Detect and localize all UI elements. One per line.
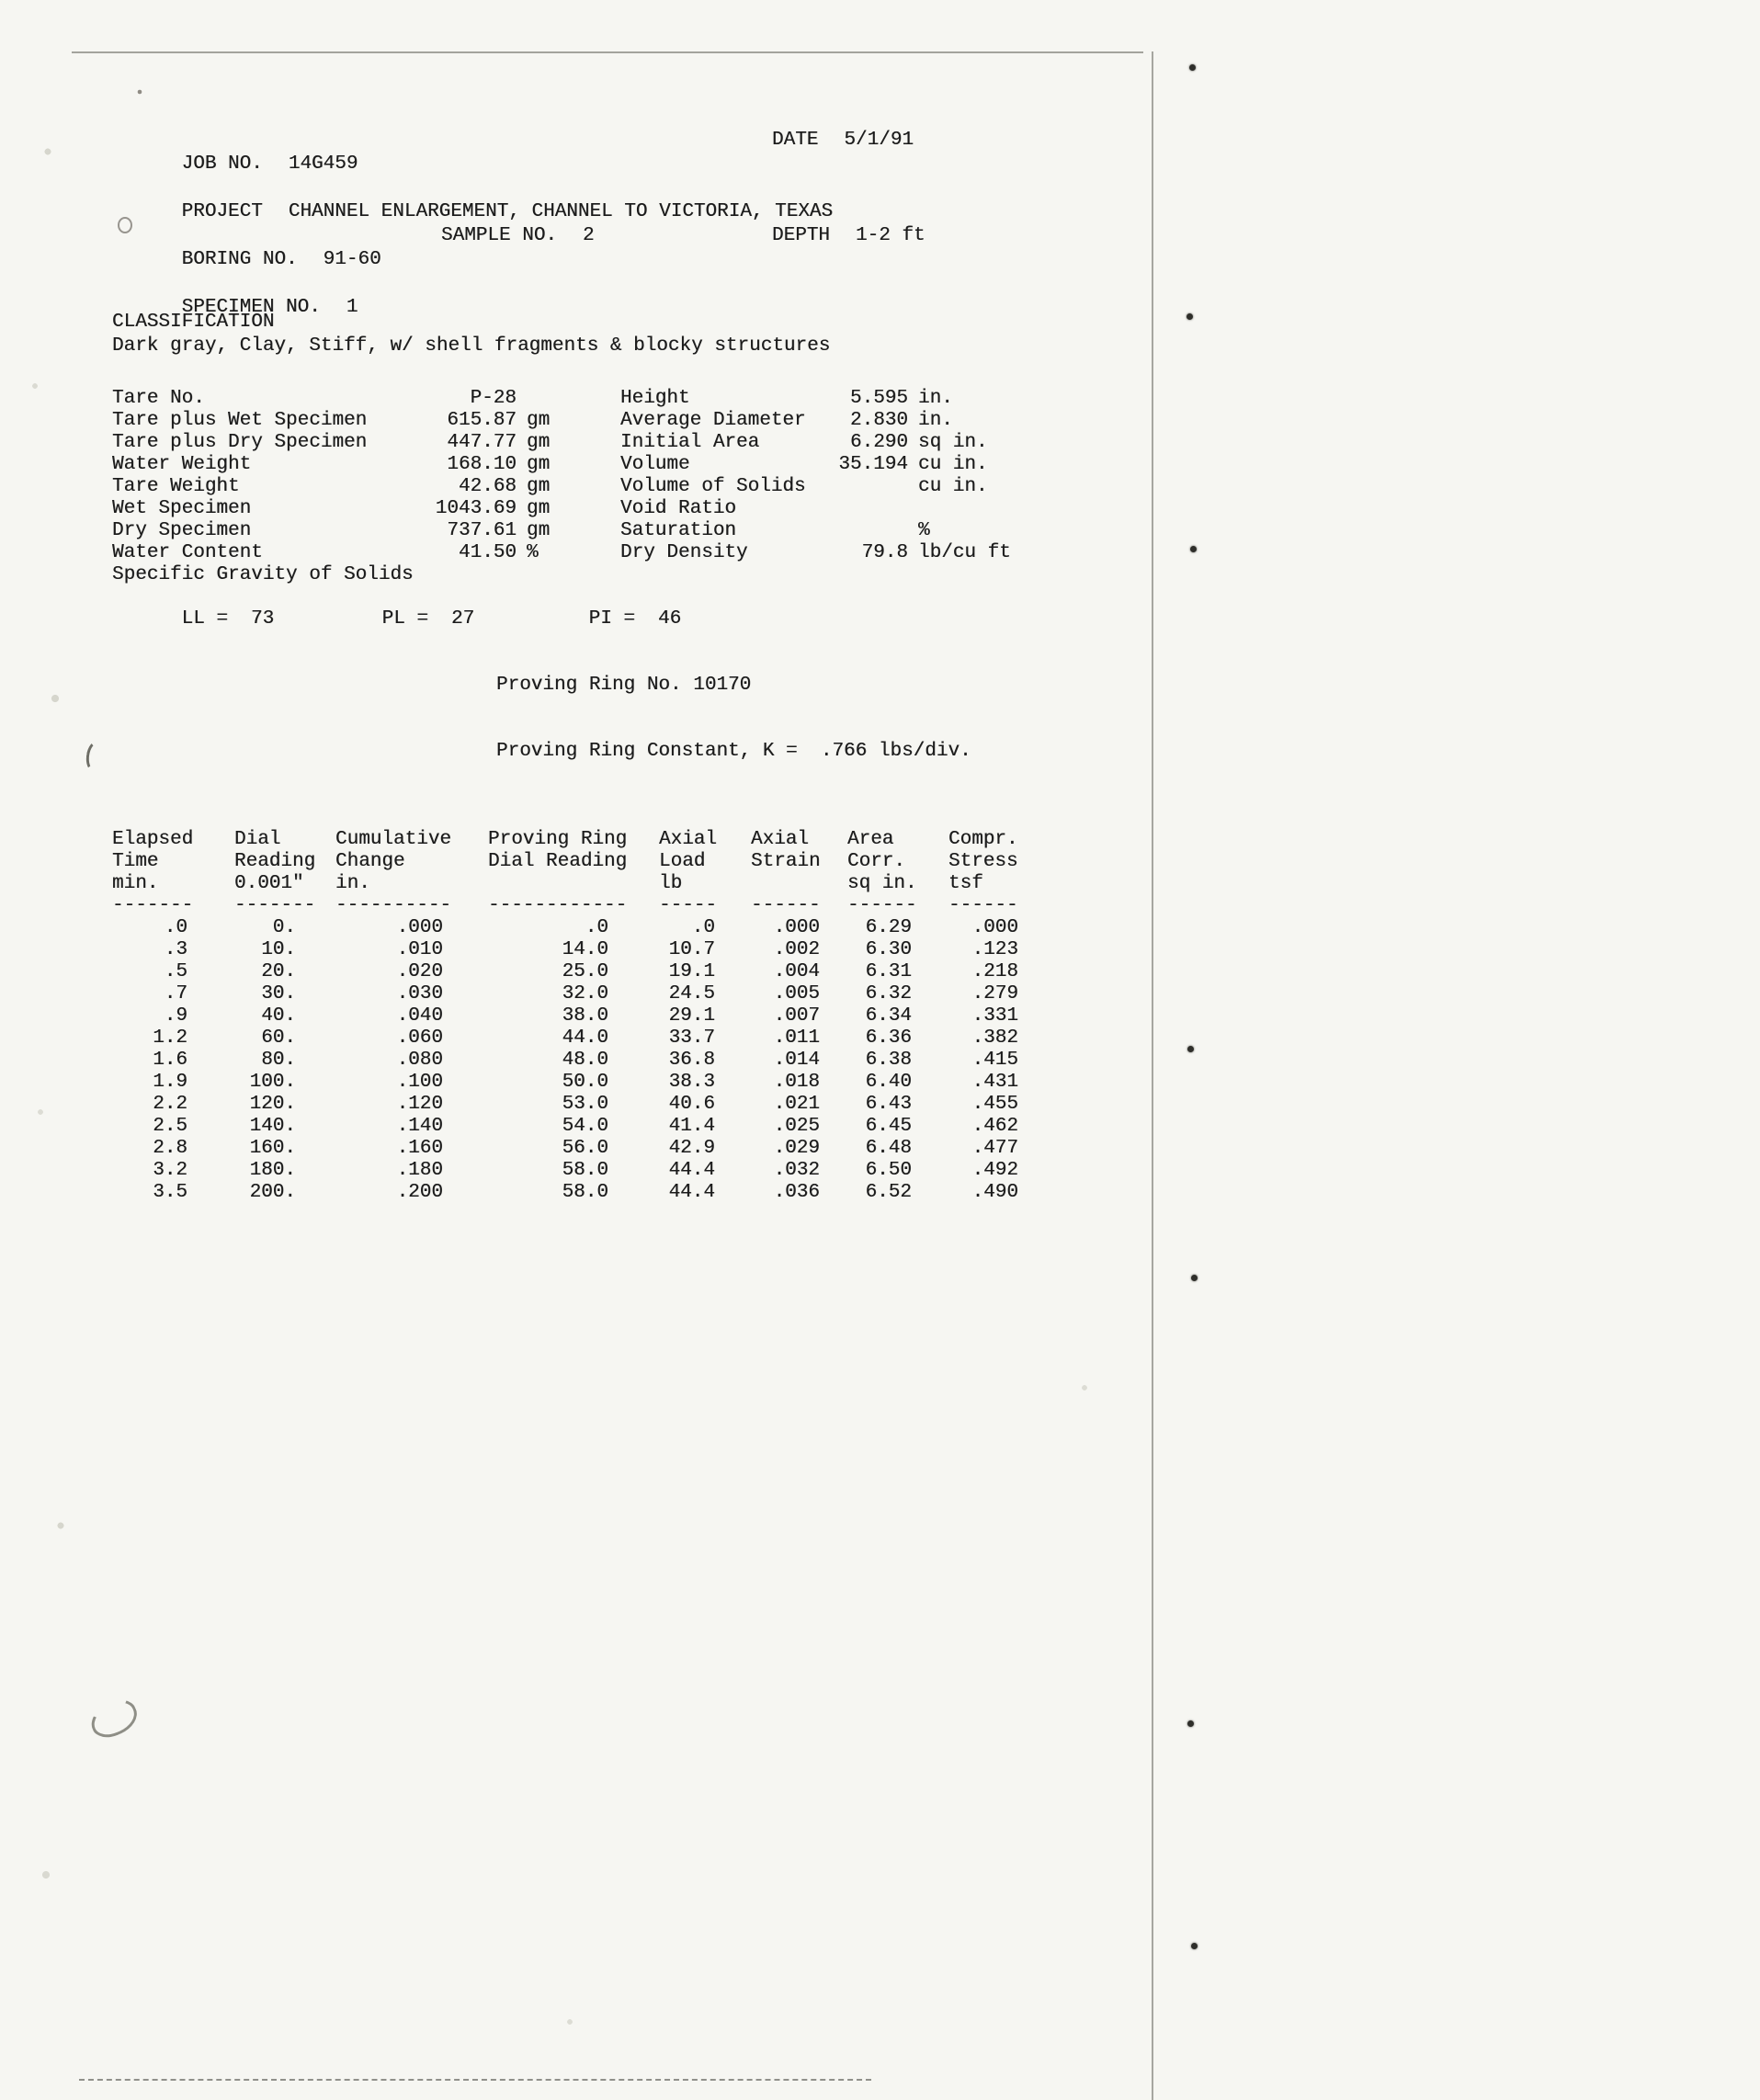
measurement-value: P-28 bbox=[470, 388, 517, 409]
measurement-unit: gm bbox=[527, 498, 551, 519]
cell-proving-ring-dial: 58.0 bbox=[562, 1160, 608, 1181]
measurement-unit: in. bbox=[918, 410, 953, 431]
pl-group bbox=[382, 608, 589, 630]
boring-no-value: 91-60 bbox=[323, 249, 381, 270]
header-dash: ---------- bbox=[335, 895, 452, 916]
header-line3: min. bbox=[112, 873, 159, 894]
measurement-value: 5.595 bbox=[849, 388, 908, 409]
measurement-value: 42.68 bbox=[458, 476, 517, 497]
header-line1: Area bbox=[847, 829, 894, 850]
measurement-row bbox=[620, 454, 1011, 476]
pi-group bbox=[589, 608, 682, 630]
cell-proving-ring-dial: 25.0 bbox=[562, 961, 608, 982]
measurement-row bbox=[620, 498, 1011, 520]
cell-compr-stress: .382 bbox=[971, 1027, 1018, 1049]
measurement-label: Volume bbox=[620, 454, 690, 475]
depth-label: DEPTH bbox=[772, 225, 831, 246]
table-header-column bbox=[335, 829, 453, 917]
specimen-line bbox=[112, 272, 1068, 318]
boring-sample-depth-line bbox=[112, 224, 1068, 270]
cell-axial-strain: .007 bbox=[773, 1005, 820, 1027]
measurement-value: 1043.69 bbox=[435, 498, 517, 519]
ll-label: LL = bbox=[181, 608, 229, 630]
header-dash: ------ bbox=[751, 895, 821, 916]
cell-compr-stress: .477 bbox=[971, 1138, 1018, 1159]
cell-elapsed-time: .3 bbox=[164, 939, 187, 960]
cell-axial-load: 29.1 bbox=[668, 1005, 715, 1027]
table-row bbox=[112, 1116, 1068, 1138]
header-line3: tsf bbox=[948, 873, 983, 894]
measurement-value: 79.8 bbox=[861, 542, 908, 563]
cell-area-corr: 6.38 bbox=[865, 1050, 912, 1071]
cell-axial-load: 44.4 bbox=[668, 1160, 715, 1181]
pi-label: PI = bbox=[588, 608, 636, 630]
measurement-label: Volume of Solids bbox=[620, 476, 806, 497]
pl-label: PL = bbox=[381, 608, 429, 630]
header-line2: Strain bbox=[751, 851, 821, 872]
scan-dot bbox=[1187, 1720, 1194, 1727]
cell-cumulative-change: .180 bbox=[396, 1160, 443, 1181]
cell-cumulative-change: .120 bbox=[396, 1094, 443, 1115]
table-row bbox=[112, 1094, 1068, 1116]
scan-dot bbox=[1190, 546, 1197, 552]
cell-elapsed-time: 1.2 bbox=[153, 1027, 187, 1049]
project-value: CHANNEL ENLARGEMENT, CHANNEL TO VICTORIA, TEXAS bbox=[288, 201, 834, 222]
measurement-row bbox=[112, 454, 550, 476]
measurements-right-column bbox=[620, 388, 1011, 564]
scan-dot bbox=[1187, 1046, 1194, 1052]
table-header-column bbox=[847, 829, 917, 917]
cell-proving-ring-dial: 48.0 bbox=[562, 1050, 608, 1071]
cell-dial-reading: 180. bbox=[249, 1160, 296, 1181]
measurement-unit: sq in. bbox=[918, 432, 988, 453]
measurement-label: Height bbox=[620, 388, 690, 409]
atterberg-limits-line bbox=[112, 586, 1068, 630]
cell-elapsed-time: .7 bbox=[164, 983, 187, 1005]
cell-elapsed-time: 2.5 bbox=[153, 1116, 187, 1137]
cell-axial-load: 38.3 bbox=[668, 1072, 715, 1093]
measurement-row bbox=[620, 432, 1011, 454]
table-row bbox=[112, 1160, 1068, 1182]
scan-dot bbox=[1187, 313, 1193, 320]
header-dash: ----- bbox=[659, 895, 718, 916]
classification-description: Dark gray, Clay, Stiff, w/ shell fragments & blocky structures bbox=[112, 335, 831, 357]
table-row bbox=[112, 1027, 1068, 1050]
table-header bbox=[112, 829, 1068, 917]
cell-dial-reading: 140. bbox=[249, 1116, 296, 1137]
cell-axial-strain: .021 bbox=[773, 1094, 820, 1115]
job-date-line bbox=[112, 129, 1068, 175]
header-dash: ------- bbox=[234, 895, 316, 916]
cell-axial-strain: .032 bbox=[773, 1160, 820, 1181]
cell-proving-ring-dial: .0 bbox=[585, 917, 608, 938]
cell-cumulative-change: .030 bbox=[396, 983, 443, 1005]
cell-cumulative-change: .010 bbox=[396, 939, 443, 960]
measurement-row bbox=[620, 520, 1011, 542]
cell-axial-strain: .029 bbox=[773, 1138, 820, 1159]
cell-dial-reading: 80. bbox=[261, 1050, 296, 1071]
sample-group bbox=[441, 224, 595, 248]
header-line3 bbox=[488, 873, 628, 895]
sample-no-label: SAMPLE NO. bbox=[441, 225, 558, 246]
measurement-value: 2.830 bbox=[849, 410, 908, 431]
proving-ring-number-line: Proving Ring No. 10170 bbox=[496, 675, 752, 696]
measurement-row bbox=[620, 476, 1011, 498]
job-no-label: JOB NO. bbox=[181, 153, 263, 175]
boring-no-label: BORING NO. bbox=[181, 249, 298, 270]
cell-axial-load: 41.4 bbox=[668, 1116, 715, 1137]
cell-area-corr: 6.45 bbox=[865, 1116, 912, 1137]
header-dash: ------------ bbox=[488, 895, 628, 916]
cell-axial-load: 44.4 bbox=[668, 1182, 715, 1203]
measurement-unit: % bbox=[527, 542, 539, 563]
sample-no-value: 2 bbox=[583, 225, 595, 246]
classification-label: CLASSIFICATION bbox=[112, 312, 275, 333]
cell-cumulative-change: .140 bbox=[396, 1116, 443, 1137]
cell-axial-strain: .002 bbox=[773, 939, 820, 960]
pl-value: 27 bbox=[451, 608, 475, 630]
table-row bbox=[112, 917, 1068, 939]
cell-axial-load: 40.6 bbox=[668, 1094, 715, 1115]
specimen-no-label: SPECIMEN NO. bbox=[181, 297, 321, 318]
header-line2: Stress bbox=[948, 851, 1018, 872]
header-line2: Change bbox=[335, 851, 405, 872]
measurement-value: 737.61 bbox=[447, 520, 517, 541]
header-line1: Cumulative bbox=[335, 829, 452, 850]
cell-axial-load: 42.9 bbox=[668, 1138, 715, 1159]
cell-cumulative-change: .000 bbox=[396, 917, 443, 938]
scan-dot bbox=[1191, 1275, 1198, 1281]
cell-proving-ring-dial: 14.0 bbox=[562, 939, 608, 960]
cell-proving-ring-dial: 38.0 bbox=[562, 1005, 608, 1027]
header-line1: Elapsed bbox=[112, 829, 194, 850]
header-dash: ------ bbox=[847, 895, 917, 916]
measurement-value bbox=[836, 520, 908, 542]
table-row bbox=[112, 961, 1068, 983]
cell-area-corr: 6.32 bbox=[865, 983, 912, 1005]
cell-area-corr: 6.52 bbox=[865, 1182, 912, 1203]
cell-dial-reading: 40. bbox=[261, 1005, 296, 1027]
table-row bbox=[112, 1005, 1068, 1027]
cell-axial-load: 10.7 bbox=[668, 939, 715, 960]
measurement-value bbox=[836, 498, 908, 520]
ll-value: 73 bbox=[251, 608, 275, 630]
table-row bbox=[112, 1138, 1068, 1160]
table-row bbox=[112, 1050, 1068, 1072]
cell-axial-strain: .018 bbox=[773, 1072, 820, 1093]
header-line1: Dial bbox=[234, 829, 281, 850]
cell-axial-load: .0 bbox=[691, 917, 715, 938]
measurement-row bbox=[112, 498, 550, 520]
pi-value: 46 bbox=[658, 608, 682, 630]
measurement-label: Water Content bbox=[112, 542, 263, 563]
cell-area-corr: 6.48 bbox=[865, 1138, 912, 1159]
measurement-row bbox=[112, 564, 550, 586]
measurement-unit: cu in. bbox=[918, 476, 988, 497]
table-header-column bbox=[751, 829, 821, 917]
cell-dial-reading: 10. bbox=[261, 939, 296, 960]
scan-artifact bbox=[85, 740, 108, 773]
measurement-value bbox=[836, 476, 908, 498]
depth-group bbox=[772, 224, 925, 248]
cell-axial-load: 33.7 bbox=[668, 1027, 715, 1049]
measurements-left-column bbox=[112, 388, 550, 586]
header-line2: Time bbox=[112, 851, 159, 872]
header-line3: lb bbox=[659, 873, 683, 894]
table-row bbox=[112, 1072, 1068, 1094]
cell-area-corr: 6.50 bbox=[865, 1160, 912, 1181]
header-line2: Dial Reading bbox=[488, 851, 628, 872]
header-dash: ------- bbox=[112, 895, 194, 916]
cell-compr-stress: .431 bbox=[971, 1072, 1018, 1093]
measurement-unit: lb/cu ft bbox=[918, 542, 1011, 563]
measurement-row bbox=[112, 476, 550, 498]
date-group bbox=[772, 129, 914, 153]
header-line3: sq in. bbox=[847, 873, 917, 894]
scan-dot bbox=[1189, 64, 1196, 71]
header-dash: ------ bbox=[948, 895, 1018, 916]
measurement-row bbox=[620, 410, 1011, 432]
scan-artifact bbox=[85, 1694, 142, 1743]
cell-dial-reading: 0. bbox=[272, 917, 296, 938]
measurement-value: 6.290 bbox=[849, 432, 908, 453]
measurement-value: 41.50 bbox=[458, 542, 517, 563]
measurement-unit: gm bbox=[527, 432, 551, 453]
header-line1: Axial bbox=[751, 829, 810, 850]
date-value: 5/1/91 bbox=[844, 130, 914, 151]
measurement-row bbox=[112, 410, 550, 432]
cell-axial-strain: .005 bbox=[773, 983, 820, 1005]
cell-dial-reading: 30. bbox=[261, 983, 296, 1005]
cell-proving-ring-dial: 56.0 bbox=[562, 1138, 608, 1159]
cell-dial-reading: 20. bbox=[261, 961, 296, 982]
measurement-label: Dry Density bbox=[620, 542, 748, 563]
cell-cumulative-change: .200 bbox=[396, 1182, 443, 1203]
cell-compr-stress: .218 bbox=[971, 961, 1018, 982]
cell-area-corr: 6.29 bbox=[865, 917, 912, 938]
cell-cumulative-change: .040 bbox=[396, 1005, 443, 1027]
table-header-column bbox=[948, 829, 1020, 917]
measurement-label: Water Weight bbox=[112, 454, 252, 475]
cell-area-corr: 6.36 bbox=[865, 1027, 912, 1049]
cell-dial-reading: 60. bbox=[261, 1027, 296, 1049]
table-header-column bbox=[659, 829, 718, 917]
measurement-row bbox=[112, 520, 550, 542]
cell-elapsed-time: .9 bbox=[164, 1005, 187, 1027]
table-header-column bbox=[488, 829, 628, 917]
cell-cumulative-change: .020 bbox=[396, 961, 443, 982]
cell-compr-stress: .331 bbox=[971, 1005, 1018, 1027]
measurement-unit: % bbox=[918, 520, 930, 541]
cell-elapsed-time: 2.8 bbox=[153, 1138, 187, 1159]
measurement-row bbox=[620, 542, 1011, 564]
cell-compr-stress: .490 bbox=[971, 1182, 1018, 1203]
measurement-label: Tare plus Dry Specimen bbox=[112, 432, 368, 453]
measurement-label: Wet Specimen bbox=[112, 498, 252, 519]
cell-axial-strain: .014 bbox=[773, 1050, 820, 1071]
measurement-unit: in. bbox=[918, 388, 953, 409]
cell-cumulative-change: .060 bbox=[396, 1027, 443, 1049]
measurement-label: Tare Weight bbox=[112, 476, 240, 497]
cell-proving-ring-dial: 58.0 bbox=[562, 1182, 608, 1203]
header-line3: in. bbox=[335, 873, 370, 894]
cell-proving-ring-dial: 32.0 bbox=[562, 983, 608, 1005]
cell-elapsed-time: 3.5 bbox=[153, 1182, 187, 1203]
specimen-no-value: 1 bbox=[346, 297, 358, 318]
cell-axial-strain: .011 bbox=[773, 1027, 820, 1049]
scan-edge-top-line bbox=[72, 51, 1143, 53]
header-line1: Axial bbox=[659, 829, 718, 850]
measurement-unit: gm bbox=[527, 520, 551, 541]
measurement-row bbox=[620, 388, 1011, 410]
cell-compr-stress: .462 bbox=[971, 1116, 1018, 1137]
table-body bbox=[112, 917, 1068, 1204]
header-line3 bbox=[751, 873, 821, 895]
proving-ring-info bbox=[496, 630, 1068, 807]
table-row bbox=[112, 939, 1068, 961]
measurement-label: Tare plus Wet Specimen bbox=[112, 410, 368, 431]
header-line2: Corr. bbox=[847, 851, 906, 872]
proving-ring-constant-line: Proving Ring Constant, K = .766 lbs/div. bbox=[496, 741, 971, 762]
cell-axial-load: 36.8 bbox=[668, 1050, 715, 1071]
cell-dial-reading: 160. bbox=[249, 1138, 296, 1159]
cell-area-corr: 6.34 bbox=[865, 1005, 912, 1027]
header-line3: 0.001" bbox=[234, 873, 304, 894]
measurement-row bbox=[112, 542, 550, 564]
cell-area-corr: 6.31 bbox=[865, 961, 912, 982]
cell-axial-load: 19.1 bbox=[668, 961, 715, 982]
compression-data-table bbox=[112, 829, 1068, 1204]
cell-dial-reading: 200. bbox=[249, 1182, 296, 1203]
scan-edge-right-line bbox=[1152, 51, 1153, 2100]
cell-area-corr: 6.43 bbox=[865, 1094, 912, 1115]
cell-axial-strain: .025 bbox=[773, 1116, 820, 1137]
cell-elapsed-time: 3.2 bbox=[153, 1160, 187, 1181]
cell-cumulative-change: .160 bbox=[396, 1138, 443, 1159]
header-line2: Load bbox=[659, 851, 706, 872]
cell-elapsed-time: .5 bbox=[164, 961, 187, 982]
cell-compr-stress: .000 bbox=[971, 917, 1018, 938]
measurement-value: 35.194 bbox=[838, 454, 908, 475]
cell-axial-strain: .004 bbox=[773, 961, 820, 982]
cell-compr-stress: .415 bbox=[971, 1050, 1018, 1071]
cell-area-corr: 6.30 bbox=[865, 939, 912, 960]
job-no-value: 14G459 bbox=[288, 153, 358, 175]
ll-group bbox=[182, 608, 382, 630]
project-label: PROJECT bbox=[181, 201, 263, 222]
report-content bbox=[112, 129, 1068, 1204]
cell-elapsed-time: 1.6 bbox=[153, 1050, 187, 1071]
measurement-row bbox=[112, 432, 550, 454]
measurement-value bbox=[415, 564, 517, 586]
cell-axial-load: 24.5 bbox=[668, 983, 715, 1005]
cell-proving-ring-dial: 50.0 bbox=[562, 1072, 608, 1093]
date-label: DATE bbox=[772, 130, 819, 151]
cell-proving-ring-dial: 44.0 bbox=[562, 1027, 608, 1049]
table-header-column bbox=[112, 829, 193, 917]
measurement-value: 168.10 bbox=[447, 454, 517, 475]
cell-area-corr: 6.40 bbox=[865, 1072, 912, 1093]
measurement-label: Saturation bbox=[620, 520, 737, 541]
cell-elapsed-time: .0 bbox=[164, 917, 187, 938]
depth-value: 1-2 ft bbox=[856, 225, 925, 246]
measurement-unit: gm bbox=[527, 454, 551, 475]
measurement-unit: gm bbox=[527, 410, 551, 431]
cell-elapsed-time: 2.2 bbox=[153, 1094, 187, 1115]
cell-cumulative-change: .100 bbox=[396, 1072, 443, 1093]
measurement-unit: gm bbox=[527, 476, 551, 497]
header-line1: Compr. bbox=[948, 829, 1018, 850]
cell-proving-ring-dial: 53.0 bbox=[562, 1094, 608, 1115]
measurement-label: Initial Area bbox=[620, 432, 760, 453]
table-header-column bbox=[234, 829, 317, 917]
measurement-value: 615.87 bbox=[447, 410, 517, 431]
project-line bbox=[112, 176, 1068, 222]
cell-dial-reading: 120. bbox=[249, 1094, 296, 1115]
cell-compr-stress: .123 bbox=[971, 939, 1018, 960]
measurement-row bbox=[112, 388, 550, 410]
measurement-label: Specific Gravity of Solids bbox=[112, 564, 414, 585]
measurement-label: Average Diameter bbox=[620, 410, 806, 431]
cell-proving-ring-dial: 54.0 bbox=[562, 1116, 608, 1137]
cell-compr-stress: .279 bbox=[971, 983, 1018, 1005]
header-line1: Proving Ring bbox=[488, 829, 628, 850]
table-row bbox=[112, 983, 1068, 1005]
cell-axial-strain: .000 bbox=[773, 917, 820, 938]
specimen-measurements bbox=[112, 388, 1068, 586]
table-row bbox=[112, 1182, 1068, 1204]
cell-dial-reading: 100. bbox=[249, 1072, 296, 1093]
header-line2: Reading bbox=[234, 851, 316, 872]
cell-compr-stress: .455 bbox=[971, 1094, 1018, 1115]
measurement-unit: cu in. bbox=[918, 454, 988, 475]
cell-axial-strain: .036 bbox=[773, 1182, 820, 1203]
scan-edge-bottom-dashed-line bbox=[79, 2079, 871, 2081]
measurement-value: 447.77 bbox=[447, 432, 517, 453]
measurement-label: Tare No. bbox=[112, 388, 205, 409]
scan-dot bbox=[1191, 1943, 1198, 1949]
measurement-label: Void Ratio bbox=[620, 498, 737, 519]
cell-elapsed-time: 1.9 bbox=[153, 1072, 187, 1093]
cell-compr-stress: .492 bbox=[971, 1160, 1018, 1181]
cell-cumulative-change: .080 bbox=[396, 1050, 443, 1071]
measurement-label: Dry Specimen bbox=[112, 520, 252, 541]
